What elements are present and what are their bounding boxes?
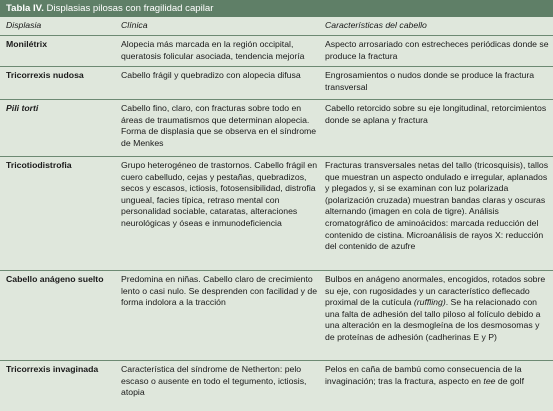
caption-title: Displasias pilosas con fragilidad capilar (46, 3, 214, 14)
row-name: Tricorrexis nudosa (6, 70, 84, 80)
table-row (0, 100, 553, 157)
row-clinica: Característica del síndrome de Netherton: pelo escaso o ausente en todo el tegumento, ictiosis, atopia (121, 364, 307, 398)
row-clinica: Alopecia más marcada en la región occipital, queratosis folicular asociada, tendencia mejoría (121, 39, 305, 61)
table-row (0, 157, 553, 271)
cabello-text-b: . Se ha relacionado con una falta de adhesión del tallo piloso al folículo debido a una alteración en la desmogleína de los desmosomas y de proteínas de adhesión (cadherinas E y P) (325, 297, 541, 342)
row-cabello: Engrosamientos o nudos donde se produce la fractura transversal (325, 70, 535, 92)
cabello-text-italic: tee (483, 375, 496, 386)
table-caption (0, 0, 553, 17)
row-clinica: Grupo heterogéneo de trastornos. Cabello frágil en cuero cabelludo, cejas y pestañas, quebradizos, secos y escasos, ictiosis, fotosensibilidad, distrofia ungueal, facies típica, retraso mental con personalidad sociable, cataratas, alteraciones neurológicas y óseas e inmunodeficiencia (121, 160, 318, 228)
row-name: Pili torti (6, 103, 39, 113)
row-cabello (323, 271, 553, 360)
table-row (0, 36, 553, 67)
cabello-text-b: de golf (495, 375, 524, 386)
table-row (0, 361, 553, 411)
row-cabello: Cabello retorcido sobre su eje longitudinal, retorcimientos donde se aplana y fractura (325, 103, 547, 125)
header-row (0, 17, 553, 36)
caption-label: Tabla IV. (6, 3, 44, 14)
row-clinica: Predomina en niñas. Cabello claro de crecimiento lento o casi nulo. Se desprenden con facilidad y de forma indolora a la tracción (121, 274, 318, 308)
cabello-text-a: Bulbos en anágeno anormales, encogidos, rotados sobre su eje, con rugosidades y un característico deflecado proximal de la cutícula (325, 274, 546, 308)
row-name: Tricorrexis invaginada (6, 364, 99, 374)
header-caracteristicas: Características del cabello (325, 20, 427, 30)
row-name: Cabello anágeno suelto (6, 274, 104, 284)
header-displasia: Displasia (6, 20, 42, 30)
table-row (0, 67, 553, 100)
cabello-text-a: Pelos en caña de bambú como consecuencia de la invaginación; tras la fractura, aspecto en (325, 364, 522, 386)
row-cabello: Aspecto arrosariado con estrecheces periódicas donde se produce la fractura (325, 39, 549, 61)
header-clinica: Clínica (121, 20, 148, 30)
row-name: Tricotiodistrofia (6, 160, 72, 170)
row-name: Monilétrix (6, 39, 48, 49)
table-row (0, 271, 553, 361)
cabello-text-italic: (ruffling) (413, 297, 446, 308)
row-clinica: Cabello frágil y quebradizo con alopecia difusa (121, 70, 301, 80)
row-cabello (323, 361, 553, 411)
row-cabello: Fracturas transversales netas del tallo (tricosquisis), tallos que muestran un aspecto ondulado e irregular, aplanados y plegados y, si se examinan con luz polarizada (polarización cruzada) muestran bandas claras y oscuras alternando (imagen en cola de tigre). Análisis cromatográfico de aminoácidos: marcada reducción del contenido de cistina. Microanálisis de rayos X: reducción del contenido de azufre (325, 160, 549, 252)
row-clinica: Cabello fino, claro, con fracturas sobre todo en áreas de traumatismos que determinan alopecia. Forma de displasia que se observa en el síndrome de Menkes (121, 103, 317, 148)
